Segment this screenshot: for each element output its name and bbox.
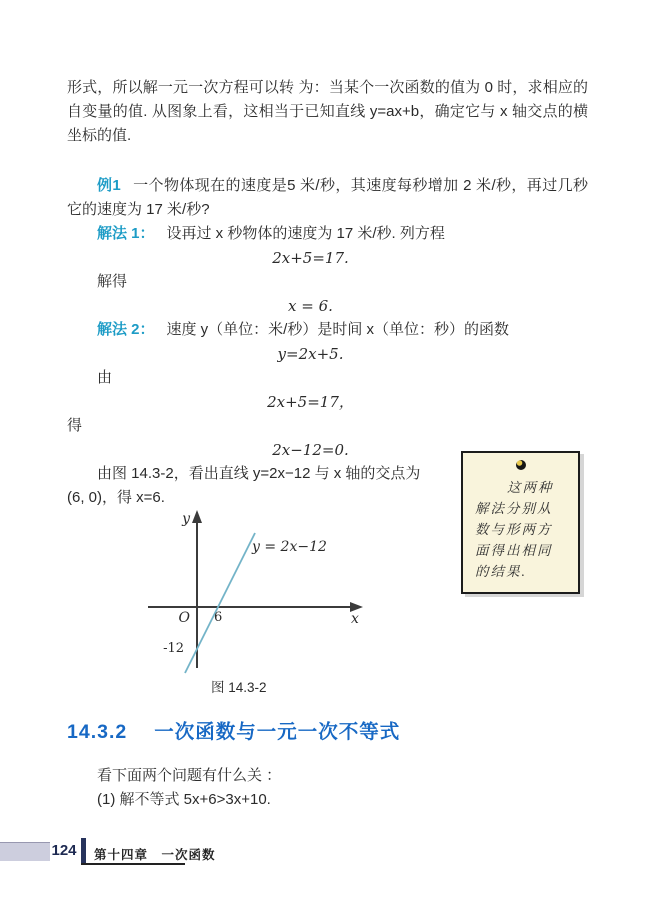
note-line: 数与形两方: [475, 522, 553, 537]
section-title: 一次函数与一元一次不等式: [154, 721, 401, 743]
solve-word: 解得: [97, 273, 128, 290]
example1-text: 一个物体现在的速度是5 米/秒，其速度每秒增加 2 米/秒，再过几秒它的速度为 17 米/秒?: [67, 177, 589, 218]
equation-3: 2x−12=0.: [272, 441, 349, 459]
footer-underline: [81, 863, 185, 865]
y-axis-arrow-icon: [192, 510, 202, 523]
note-line: 的结果.: [475, 564, 527, 579]
footer-divider: [81, 838, 86, 863]
solution2-paragraph: [67, 318, 588, 342]
body-text: [67, 76, 588, 510]
solution1-paragraph: [67, 222, 588, 246]
questions-intro: 看下面两个问题有什么关 ：: [97, 767, 282, 784]
example1-paragraph: [67, 174, 588, 222]
conclusion-line2: (6, 0)，得 x=6.: [67, 489, 165, 506]
questions-block: [67, 764, 281, 812]
section-heading: [67, 716, 400, 744]
get-word: 得: [67, 417, 83, 434]
margin-note: [461, 451, 580, 594]
solution2-text: 速度 y（单位：米/秒）是时间 x（单位：秒）的函数: [166, 321, 510, 338]
equation-result: x = 6.: [288, 297, 333, 315]
equation-2: 2x+5=17，: [267, 393, 354, 411]
note-line: 面得出相同: [475, 543, 553, 558]
equation-function: y=2x+5.: [277, 345, 344, 363]
figure-graph: [140, 508, 420, 678]
from-word: 由: [97, 369, 113, 386]
function-line: [185, 533, 255, 673]
note-line: 解法分别从: [475, 501, 553, 516]
solution2-label: 解法 2：: [97, 321, 155, 338]
section-number: 14.3.2: [67, 721, 128, 743]
function-line-label: y = 2x−12: [252, 539, 327, 555]
intro-paragraph: 形式，所以解一元一次方程可以转 为：当某个一次函数的值为 0 时，求相应的自变量的值. 从图象上看，这相当于已知直线 y=ax+b，确定它与 x 轴交点的横坐标的值.: [67, 79, 588, 144]
x-intercept-label: 6: [214, 610, 223, 625]
chapter-title: 第十四章 一次函数: [94, 848, 216, 862]
page-number: 124: [51, 842, 77, 859]
x-axis-label: x: [351, 611, 359, 627]
origin-label: O: [178, 610, 190, 626]
question-item-1: (1) 解不等式 5x+6>3x+10.: [97, 791, 271, 808]
example1-label: 例1: [97, 177, 121, 194]
footer-bar: [0, 842, 50, 861]
y-axis-label: y: [182, 511, 190, 527]
note-line: 这两种: [507, 480, 554, 495]
conclusion-line1: 由图 14.3-2，看出直线 y=2x−12 与 x 轴的交点为: [97, 465, 421, 482]
pin-icon: [516, 460, 526, 470]
y-intercept-label: -12: [163, 641, 184, 656]
figure-caption: 图 14.3-2: [211, 680, 267, 695]
solution1-text: 设再过 x 秒物体的速度为 17 米/秒. 列方程: [166, 225, 445, 242]
solution1-label: 解法 1：: [97, 225, 155, 242]
equation-1: 2x+5=17.: [272, 249, 349, 267]
